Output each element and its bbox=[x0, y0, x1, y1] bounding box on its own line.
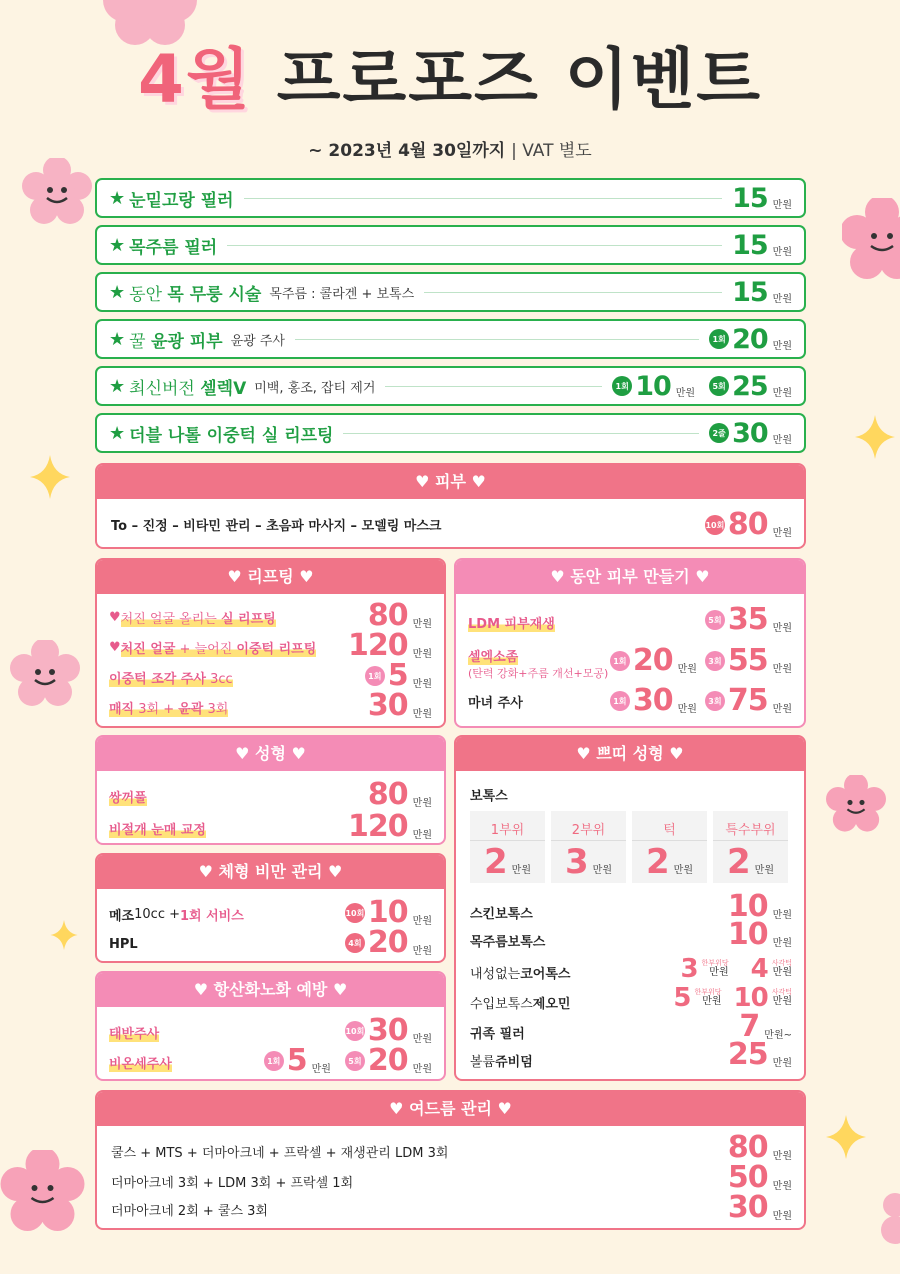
sparkle-icon bbox=[855, 415, 895, 459]
item-desc: 윤광 주사 bbox=[230, 333, 285, 349]
item-price: 20 bbox=[367, 1043, 408, 1078]
item-name bbox=[129, 327, 222, 352]
section-header: ♥ 체형 비만 관리 ♥ bbox=[97, 855, 444, 889]
item-price-line bbox=[680, 953, 792, 985]
list-item bbox=[470, 989, 570, 1015]
list-item bbox=[468, 642, 608, 684]
section-header: ♥ 성형 ♥ bbox=[97, 737, 444, 771]
item-name bbox=[129, 374, 246, 399]
item-price: 25 bbox=[732, 370, 768, 402]
item-name-a: 매직 bbox=[109, 701, 135, 717]
item-price-line bbox=[368, 779, 432, 811]
plastic-section bbox=[95, 735, 446, 845]
tile-label: 특수부위 bbox=[713, 811, 788, 841]
item-price: 10 bbox=[635, 370, 671, 402]
botox-tile bbox=[713, 811, 788, 883]
price-unit: 만원 bbox=[412, 648, 432, 660]
item-name-prefix: 최신버전 bbox=[129, 378, 201, 399]
item-price-line bbox=[368, 690, 432, 722]
item-name-a: 처진 얼굴 올리는 bbox=[120, 611, 221, 627]
top-item-neck-treatment[interactable] bbox=[95, 272, 806, 312]
top-item-selectv[interactable] bbox=[95, 366, 806, 406]
list-item bbox=[470, 959, 570, 985]
list-item bbox=[109, 1049, 172, 1075]
list-item bbox=[109, 664, 233, 690]
section-header: ♥ 쁘띠 성형 ♥ bbox=[456, 737, 804, 771]
session-badge: 1회 bbox=[709, 329, 729, 349]
botox-tile bbox=[632, 811, 707, 883]
item-name: 더블 나톨 이중턱 실 리프팅 bbox=[129, 425, 334, 446]
session-badge: 1회 bbox=[264, 1051, 284, 1071]
price-unit: 만원 bbox=[412, 1033, 432, 1045]
botox-label bbox=[470, 781, 508, 807]
leader-line bbox=[343, 433, 699, 434]
item-name-prefix: 내성없는 bbox=[470, 966, 521, 982]
price-unit: 만원 bbox=[772, 1210, 792, 1222]
tile-price: 2 bbox=[484, 842, 507, 882]
item-price: 5 bbox=[673, 983, 691, 1013]
price-unit: 만원 bbox=[772, 909, 792, 921]
item-name: 마녀 주사 bbox=[468, 695, 523, 711]
item-price-line bbox=[610, 644, 792, 678]
tile-label: 턱 bbox=[632, 811, 707, 841]
price-unit: 만원 bbox=[677, 703, 697, 715]
item-price-line bbox=[728, 919, 792, 951]
item-name-b: + 늘어진 bbox=[175, 641, 237, 657]
top-item-undereye-filler[interactable] bbox=[95, 178, 806, 218]
star-icon: ★ bbox=[109, 234, 126, 256]
item-desc: 목주름 : 콜라겐 + 보톡스 bbox=[269, 286, 415, 302]
list-item bbox=[109, 694, 228, 720]
price-note bbox=[772, 989, 792, 1007]
star-icon: ★ bbox=[109, 328, 126, 350]
item-name: 스킨보톡스 bbox=[470, 906, 533, 922]
item-price: 120 bbox=[348, 628, 408, 663]
section-header: ♥ 동안 피부 만들기 ♥ bbox=[456, 560, 804, 594]
price-unit: 만원 bbox=[772, 996, 792, 1007]
price-note bbox=[772, 960, 792, 978]
item-price: 30 bbox=[632, 683, 673, 718]
item-price: 10 bbox=[727, 917, 768, 952]
item-price: 20 bbox=[632, 643, 673, 678]
item-name bbox=[121, 608, 276, 627]
flower-smiley-icon bbox=[10, 640, 80, 710]
session-badge: 1회 bbox=[610, 691, 630, 711]
item-name: HPL bbox=[109, 936, 138, 952]
item-price: 80 bbox=[727, 507, 768, 542]
tile-price: 2 bbox=[727, 842, 750, 882]
section-header: ♥ 피부 ♥ bbox=[97, 465, 804, 499]
item-name: 더마아크네 3회 + LDM 3회 + 프락셀 1회 bbox=[111, 1175, 354, 1191]
price-unit: 만원 bbox=[412, 708, 432, 720]
skin-desc-line bbox=[111, 499, 441, 549]
price-unit: 만원 bbox=[412, 829, 432, 841]
botox-title: 보톡스 bbox=[470, 788, 508, 804]
price-unit: 만원 bbox=[772, 527, 792, 539]
item-name: 더마아크네 2회 + 쿨스 3회 bbox=[111, 1203, 268, 1219]
item-price: 5 bbox=[286, 1043, 307, 1078]
star-icon: ★ bbox=[109, 375, 126, 397]
list-item bbox=[109, 604, 276, 630]
price-unit: 만원 bbox=[412, 945, 432, 957]
price-unit: 만원 bbox=[702, 996, 722, 1007]
top-item-double-chin-lifting[interactable] bbox=[95, 413, 806, 453]
event-period: ~ 2023년 4월 30일까지 bbox=[308, 141, 506, 161]
star-icon: ★ bbox=[109, 187, 126, 209]
price-unit: 만원 bbox=[772, 387, 792, 399]
list-item bbox=[470, 1047, 533, 1073]
price-unit: 만원 bbox=[772, 937, 792, 949]
price-unit: 만원 bbox=[772, 340, 792, 352]
top-item-glow-skin[interactable] bbox=[95, 319, 806, 359]
session-badge: 3회 bbox=[705, 651, 725, 671]
item-name-b: 10cc + bbox=[134, 906, 180, 922]
body-section bbox=[95, 853, 446, 963]
price-note bbox=[694, 989, 721, 1007]
skin-price-line bbox=[705, 503, 792, 547]
section-header: ♥ 리프팅 ♥ bbox=[97, 560, 444, 594]
item-price: 35 bbox=[727, 602, 768, 637]
price-unit: 만원 bbox=[677, 663, 697, 675]
session-badge: 10회 bbox=[345, 903, 365, 923]
item-name-prefix: 볼륨 bbox=[470, 1054, 496, 1070]
item-price: 50 bbox=[727, 1160, 768, 1195]
sparkle-icon bbox=[50, 920, 78, 950]
star-icon: ★ bbox=[109, 281, 126, 303]
price-unit: 만원 bbox=[772, 293, 792, 305]
item-price: 3 bbox=[680, 954, 698, 984]
flower-smiley-icon bbox=[826, 775, 886, 835]
price-unit: 만원 bbox=[675, 387, 696, 399]
petite-section bbox=[454, 735, 806, 1081]
session-badge: 5회 bbox=[345, 1051, 365, 1071]
item-price: 80 bbox=[367, 777, 408, 812]
item-price-line bbox=[705, 604, 792, 636]
item-price: 10 bbox=[733, 983, 768, 1013]
vat-note: | VAT 별도 bbox=[511, 141, 592, 161]
price-unit: 만원 bbox=[772, 622, 792, 634]
item-price-line bbox=[264, 1045, 432, 1077]
item-name: 쥬비덤 bbox=[495, 1054, 533, 1070]
star-icon: ★ bbox=[109, 422, 126, 444]
price-unit: 만원 bbox=[412, 1063, 432, 1075]
item-name: LDM 피부재생 bbox=[468, 613, 555, 632]
list-item bbox=[470, 1019, 525, 1045]
item-price-line bbox=[348, 811, 432, 843]
item-price: 30 bbox=[367, 1013, 408, 1048]
list-item bbox=[111, 1196, 268, 1222]
item-name-main: 셀렉V bbox=[200, 378, 247, 399]
sparkle-icon bbox=[826, 1115, 866, 1159]
flower-icon bbox=[870, 1190, 900, 1250]
sparkle-icon bbox=[30, 455, 70, 499]
item-name-b: 실 리프팅 bbox=[220, 611, 276, 627]
item-name: 비온세주사 bbox=[109, 1053, 172, 1072]
list-item bbox=[111, 1138, 448, 1164]
item-name: 셀엑소좀 bbox=[468, 646, 518, 665]
item-price: 30 bbox=[367, 688, 408, 723]
item-price: 80 bbox=[367, 598, 408, 633]
item-price: 30 bbox=[727, 1190, 768, 1225]
item-price: 55 bbox=[727, 643, 768, 678]
price-unit: 만원 bbox=[311, 1063, 331, 1075]
price-unit: 만원 bbox=[772, 434, 792, 446]
item-price: 75 bbox=[727, 683, 768, 718]
item-name: 목주름보톡스 bbox=[470, 934, 546, 950]
price-unit: 만원 bbox=[709, 967, 729, 978]
list-item bbox=[109, 1019, 159, 1045]
price-unit: 만원 bbox=[412, 915, 432, 927]
item-name-a: 이중턱 조각 주사 bbox=[109, 671, 206, 687]
price-unit: 만원 bbox=[511, 865, 531, 876]
flower-smiley-icon bbox=[95, 0, 205, 45]
lifting-section bbox=[95, 558, 446, 728]
item-name: 비절개 눈매 교정 bbox=[109, 819, 206, 838]
item-name bbox=[121, 638, 317, 657]
item-name-b: 3회 + bbox=[134, 701, 179, 717]
item-name bbox=[109, 668, 233, 687]
item-price: 4 bbox=[750, 954, 768, 984]
price-unit: 만원 bbox=[772, 703, 792, 715]
anti-aging-section bbox=[95, 971, 446, 1081]
list-item bbox=[109, 901, 244, 927]
price-unit: 만원 bbox=[772, 663, 792, 675]
skin-desc: To – 진정 – 비타민 관리 – 초음파 마사지 – 모델링 마스크 bbox=[111, 518, 442, 534]
page-title bbox=[0, 40, 900, 119]
leader-line bbox=[385, 386, 602, 387]
list-item bbox=[470, 899, 533, 925]
item-desc: 미백, 홍조, 잡티 제거 bbox=[254, 380, 376, 396]
item-name-a: 처진 얼굴 bbox=[120, 641, 176, 657]
price-unit: 만원 bbox=[754, 865, 774, 876]
item-name: 쌍꺼풀 bbox=[109, 787, 147, 806]
leader-line bbox=[244, 198, 723, 199]
young-skin-section bbox=[454, 558, 806, 728]
price-unit: 만원 bbox=[412, 678, 432, 690]
price-unit: 만원 bbox=[772, 246, 792, 258]
acne-section bbox=[95, 1090, 806, 1230]
tile-price: 3 bbox=[565, 842, 588, 882]
item-price: 30 bbox=[732, 417, 768, 449]
top-item-neck-filler[interactable] bbox=[95, 225, 806, 265]
flower-smiley-icon bbox=[0, 1150, 85, 1240]
flower-smiley-icon bbox=[22, 158, 92, 228]
list-item bbox=[468, 608, 555, 636]
tile-label: 1부위 bbox=[470, 811, 545, 841]
session-badge: 10회 bbox=[345, 1021, 365, 1041]
section-header: ♥ 항산화노화 예방 ♥ bbox=[97, 973, 444, 1007]
item-price-line bbox=[728, 1039, 792, 1071]
item-name: 귀족 필러 bbox=[470, 1026, 525, 1042]
item-price: 120 bbox=[348, 809, 408, 844]
note-label: 한부위당 bbox=[701, 959, 729, 967]
list-item bbox=[111, 1168, 353, 1194]
item-name: 쿨스 + MTS + 더마아크네 + 프락셀 + 재생관리 LDM 3회 bbox=[111, 1145, 449, 1161]
item-name: 태반주사 bbox=[109, 1023, 159, 1042]
session-badge: 1회 bbox=[365, 666, 385, 686]
item-price: 5 bbox=[387, 658, 408, 693]
item-price-line bbox=[673, 982, 792, 1014]
item-name: 제오민 bbox=[532, 996, 571, 1012]
botox-tile bbox=[551, 811, 626, 883]
leader-line bbox=[424, 292, 722, 293]
price-unit: 만원 bbox=[592, 865, 612, 876]
list-item bbox=[468, 686, 523, 716]
item-name-a: 메조 bbox=[109, 908, 135, 924]
item-name: 코어톡스 bbox=[520, 966, 571, 982]
item-sub: (탄력 강화+주름 개선+모공) bbox=[468, 666, 609, 680]
heart-icon: ♥ bbox=[109, 609, 121, 625]
note-label: 사각턱 bbox=[771, 988, 792, 996]
item-price: 15 bbox=[732, 276, 768, 308]
item-price: 20 bbox=[367, 925, 408, 960]
item-price: 10 bbox=[367, 895, 408, 930]
price-unit: 만원 bbox=[772, 199, 792, 211]
price-unit: 만원 bbox=[412, 797, 432, 809]
item-price-line bbox=[345, 927, 432, 959]
price-unit: 만원 bbox=[772, 1180, 792, 1192]
item-name-b: 3cc bbox=[205, 671, 233, 687]
price-unit: 만원 bbox=[772, 1150, 792, 1162]
price-unit: 만원~ bbox=[764, 1029, 792, 1041]
price-unit: 만원 bbox=[772, 967, 792, 978]
item-name: 눈밑고랑 필러 bbox=[129, 190, 234, 211]
botox-tile bbox=[470, 811, 545, 883]
skin-section bbox=[95, 463, 806, 549]
item-price: 80 bbox=[727, 1130, 768, 1165]
tile-label: 2부위 bbox=[551, 811, 626, 841]
item-name bbox=[129, 280, 261, 305]
list-item bbox=[470, 927, 545, 953]
item-price-line bbox=[728, 1192, 792, 1224]
session-badge: 3회 bbox=[705, 691, 725, 711]
item-price: 10 bbox=[727, 889, 768, 924]
item-price: 7 bbox=[739, 1009, 760, 1044]
session-badge: 5회 bbox=[709, 376, 729, 396]
item-price: 20 bbox=[732, 323, 768, 355]
item-name bbox=[109, 698, 228, 717]
price-unit: 만원 bbox=[673, 865, 693, 876]
title-month: 4월 bbox=[138, 41, 252, 118]
subtitle bbox=[0, 136, 900, 161]
item-price-line bbox=[610, 684, 792, 718]
leader-line bbox=[295, 339, 699, 340]
item-price: 15 bbox=[732, 229, 768, 261]
session-badge: 1회 bbox=[610, 651, 630, 671]
price-note bbox=[702, 960, 729, 978]
item-name-prefix: 동안 bbox=[129, 284, 168, 305]
item-name-main: 윤광 피부 bbox=[150, 331, 223, 352]
item-name-main: 목 무룽 시술 bbox=[167, 284, 262, 305]
price-unit: 만원 bbox=[772, 1057, 792, 1069]
item-price: 15 bbox=[732, 182, 768, 214]
flower-smiley-icon bbox=[842, 198, 900, 288]
item-name-prefix: 수입보톡스 bbox=[470, 996, 533, 1012]
section-header: ♥ 여드름 관리 ♥ bbox=[97, 1092, 804, 1126]
session-badge: 5회 bbox=[705, 610, 725, 630]
price-unit: 만원 bbox=[412, 618, 432, 630]
item-name-c: 이중턱 리프팅 bbox=[236, 641, 317, 657]
list-item bbox=[109, 783, 147, 809]
session-badge: 2줄 bbox=[709, 423, 729, 443]
title-rest: 프로포즈 이벤트 bbox=[276, 41, 762, 118]
list-item bbox=[109, 931, 138, 957]
list-item bbox=[109, 634, 316, 660]
item-name-c: 1회 서비스 bbox=[180, 908, 244, 924]
item-name-d: 3회 bbox=[203, 701, 229, 717]
heart-icon: ♥ bbox=[109, 639, 121, 655]
session-badge: 10회 bbox=[705, 515, 725, 535]
note-label: 한부위당 bbox=[694, 988, 722, 996]
item-name: 목주름 필러 bbox=[129, 237, 218, 258]
session-badge: 4회 bbox=[345, 933, 365, 953]
list-item bbox=[109, 815, 206, 841]
session-badge: 1회 bbox=[612, 376, 632, 396]
item-name-c: 윤곽 bbox=[178, 701, 204, 717]
leader-line bbox=[227, 245, 722, 246]
item-price: 25 bbox=[727, 1037, 768, 1072]
tile-price: 2 bbox=[646, 842, 669, 882]
item-name-prefix: 꿀 bbox=[129, 331, 151, 352]
note-label: 사각턱 bbox=[771, 959, 792, 967]
